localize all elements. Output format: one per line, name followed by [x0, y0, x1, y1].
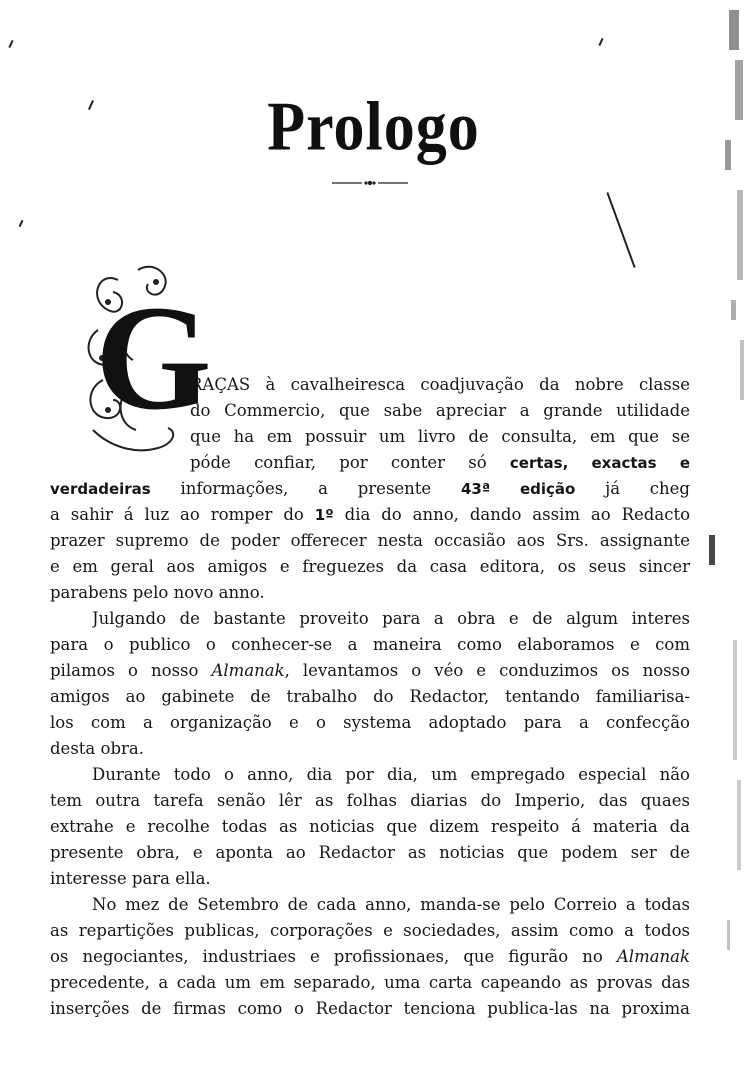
- body-line: as repartições publicas, corporações e sociedades, assim como a todos: [50, 921, 690, 940]
- body-line: extrahe e recolhe todas as noticias que dizem respeito á materia da: [50, 817, 690, 836]
- body-line: parabens pelo novo anno.: [50, 583, 265, 602]
- scan-speck: [598, 38, 603, 46]
- body-line: [190, 450, 690, 476]
- body-line: Julgando de bastante proveito para a obra e de algum interes: [92, 609, 690, 628]
- text-run-bold: verdadeiras: [50, 480, 151, 498]
- text-run-italic: Almanak: [211, 661, 285, 680]
- text-run: informações, a presente: [180, 479, 432, 498]
- body-line: inserções de firmas como o Redactor tenciona publica-las na proxima: [50, 999, 690, 1018]
- body-line: do Commercio, que sabe apreciar a grande utilidade: [190, 401, 690, 420]
- text-run: dia do anno, dando assim ao Redacto: [344, 505, 690, 524]
- body-line: interesse para ella.: [50, 869, 211, 888]
- text-run-bold: 1º: [314, 506, 334, 524]
- scan-speck: [8, 40, 13, 48]
- text-run-bold: certas, exactas e: [509, 454, 690, 472]
- body-line: los com a organização e o systema adoptado para a confecção: [50, 713, 690, 732]
- body-line: para o publico o conhecer-se a maneira como elaboramos e com: [50, 635, 690, 654]
- page-title: Prologo: [267, 88, 480, 166]
- body-line: amigos ao gabinete de trabalho do Redactor, tentando familiarisa-: [50, 687, 690, 706]
- ornament-divider: [330, 178, 410, 188]
- dropcap-letter: G: [95, 275, 212, 441]
- scan-edge-noise: [707, 0, 747, 1072]
- body-line: No mez de Setembro de cada anno, manda-se pelo Correio a todas: [92, 895, 690, 914]
- body-line: [50, 502, 690, 528]
- body-line: desta obra.: [50, 739, 144, 758]
- text-run: pilamos o nosso: [50, 661, 199, 680]
- text-run-italic: Almanak: [616, 947, 690, 966]
- text-run: já cheg: [605, 479, 690, 498]
- body-line: prazer supremo de poder offerecer nesta occasião aos Srs. assignante: [50, 531, 690, 550]
- text-run: , levantamos o véo e conduzimos os nosso: [284, 661, 690, 680]
- text-run: os negociantes, industriaes e profissionaes, que figurão no: [50, 947, 603, 966]
- body-line: que ha em possuir um livro de consulta, em que se: [190, 427, 690, 446]
- body-line: [50, 944, 690, 970]
- text-run-bold: 43ª edição: [460, 480, 576, 498]
- text-run: a sahir á luz ao romper do: [50, 505, 304, 524]
- body-line: e em geral aos amigos e freguezes da casa editora, os seus sincer: [50, 557, 690, 576]
- body-line: RAÇAS à cavalheiresca coadjuvação da nobre classe: [190, 375, 690, 394]
- body-line: tem outra tarefa senão lêr as folhas diarias do Imperio, das quaes: [50, 791, 690, 810]
- body-line: [50, 476, 690, 502]
- scan-speck: [606, 192, 635, 268]
- body-line: precedente, a cada um em separado, uma carta capeando as provas das: [50, 973, 690, 992]
- scan-speck: [19, 220, 24, 227]
- body-line: presente obra, e aponta ao Redactor as noticias que podem ser de: [50, 843, 690, 862]
- body-line: Durante todo o anno, dia por dia, um empregado especial não: [92, 765, 690, 784]
- text-run: póde confiar, por conter só: [190, 453, 487, 472]
- body-line: [50, 658, 690, 684]
